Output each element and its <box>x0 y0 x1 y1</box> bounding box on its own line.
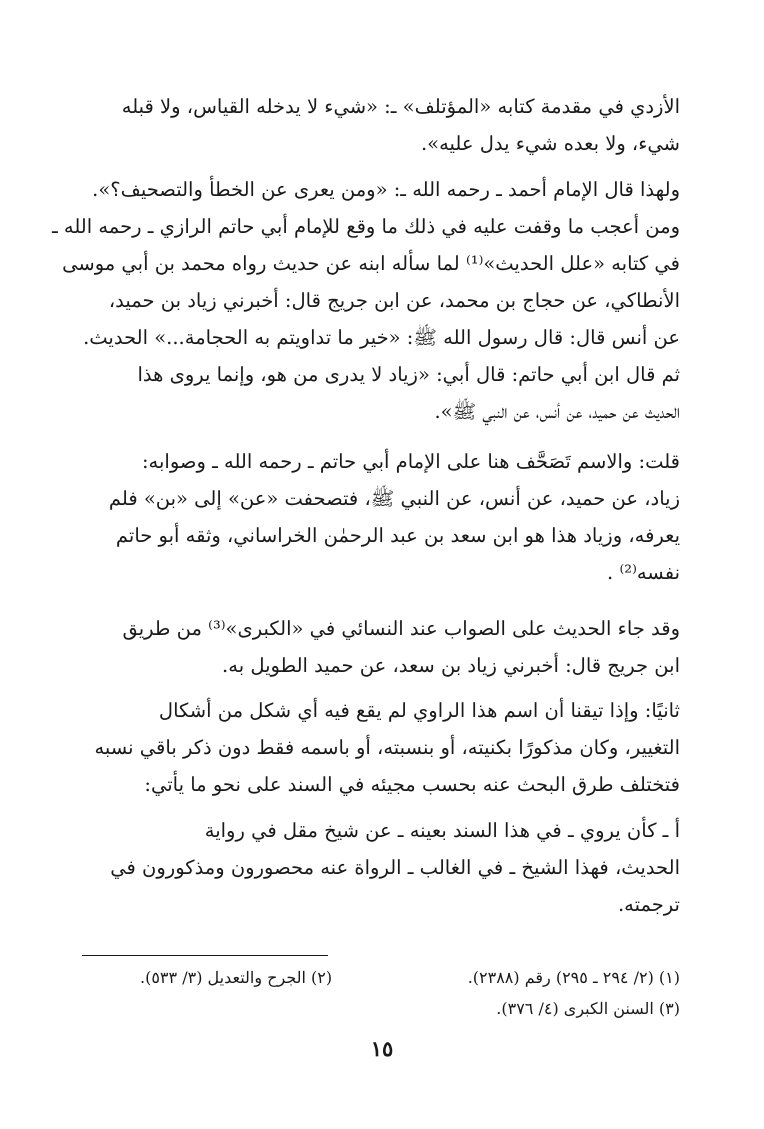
text-line: أ ـ كأن يروي ـ في هذا السند بعينه ـ عن شيخ مقل في رواية <box>204 819 680 842</box>
page-number: ١٥ <box>370 1036 394 1061</box>
text-line: يعرفه، وزياد هذا هو ابن سعد بن عبد الرحمٰن الخراساني، وثقه أبو حاتم <box>115 524 680 547</box>
footnote-2: (٢) الجرح والتعديل (٣/ ٥٣٣). <box>140 968 333 987</box>
text-line: الأزدي في مقدمة كتابه «المؤتلف» ـ: «شيء لا يدخله القياس، ولا قبله <box>121 95 680 118</box>
text-line: الأنطاكي، عن حجاج بن محمد، عن ابن جريج قال: أخبرني زياد بن حميد، <box>108 289 680 312</box>
text-line: ترجمته. <box>617 893 680 916</box>
text-line: قلت: والاسم تَصَحَّف هنا على الإمام أبي حاتم ـ رحمه الله ـ وصوابه: <box>141 450 680 473</box>
text-line: ثم قال ابن أبي حاتم: قال أبي: «زياد لا يدرى من هو، وإنما يروى هذا <box>137 363 680 386</box>
text-line: وقد جاء الحديث على الصواب عند النسائي في «الكبرى»⁽³⁾ من طريق <box>122 617 680 640</box>
paragraph-5 <box>82 692 680 803</box>
paragraph-4 <box>82 610 680 684</box>
text-line: ومن أعجب ما وقفت عليه في ذلك ما وقع للإمام أبي حاتم الرازي ـ رحمه الله ـ <box>51 215 680 238</box>
text-line: الحديث عن حميد، عن أنس، عن النبي ﷺ». <box>434 400 680 423</box>
text-line: ثانيًا: وإذا تيقنا أن اسم هذا الراوي لم يقع فيه أي شكل من أشكال <box>158 699 680 722</box>
text-line: نفسه⁽²⁾ . <box>607 561 680 584</box>
paragraph-3 <box>82 443 680 591</box>
text-line: ابن جريج قال: أخبرني زياد بن سعد، عن حميد الطويل به. <box>222 654 680 677</box>
footnote-3: (٣) السنن الكبرى (٤/ ٣٧٦). <box>496 999 680 1018</box>
footnote-1: (١) (٢/ ٢٩٤ ـ ٢٩٥) رقم (٢٣٨٨). <box>467 968 680 987</box>
text-line: ولهذا قال الإمام أحمد ـ رحمه الله ـ: «ومن يعرى عن الخطأ والتصحيف؟». <box>92 178 680 201</box>
paragraph-1 <box>82 88 680 162</box>
text-line: في كتابه «علل الحديث»⁽¹⁾ لما سأله ابنه عن حديث رواه محمد بن أبي موسى <box>62 252 680 275</box>
footnote-separator <box>82 955 328 956</box>
paragraph-2 <box>51 171 680 430</box>
text-line: شيء، ولا بعده شيء يدل عليه». <box>420 132 680 155</box>
text-line: زياد، عن حميد، عن أنس، عن النبي ﷺ، فتصحفت «عن» إلى «بن» فلم <box>108 487 680 510</box>
text-line: التغيير، وكان مذكورًا بكنيته، أو بنسبته، أو باسمه فقط دون ذكر باقي نسبه <box>94 736 680 759</box>
text-line: عن أنس قال: قال رسول الله ﷺ: «خير ما تداويتم به الحجامة...» الحديث. <box>83 326 680 349</box>
paragraph-6 <box>82 812 680 923</box>
text-line: فتختلف طرق البحث عنه بحسب مجيئه في السند على نحو ما يأتي: <box>144 773 680 796</box>
text-line: الحديث، فهذا الشيخ ـ في الغالب ـ الرواة عنه محصورون ومذكورون في <box>110 856 680 879</box>
